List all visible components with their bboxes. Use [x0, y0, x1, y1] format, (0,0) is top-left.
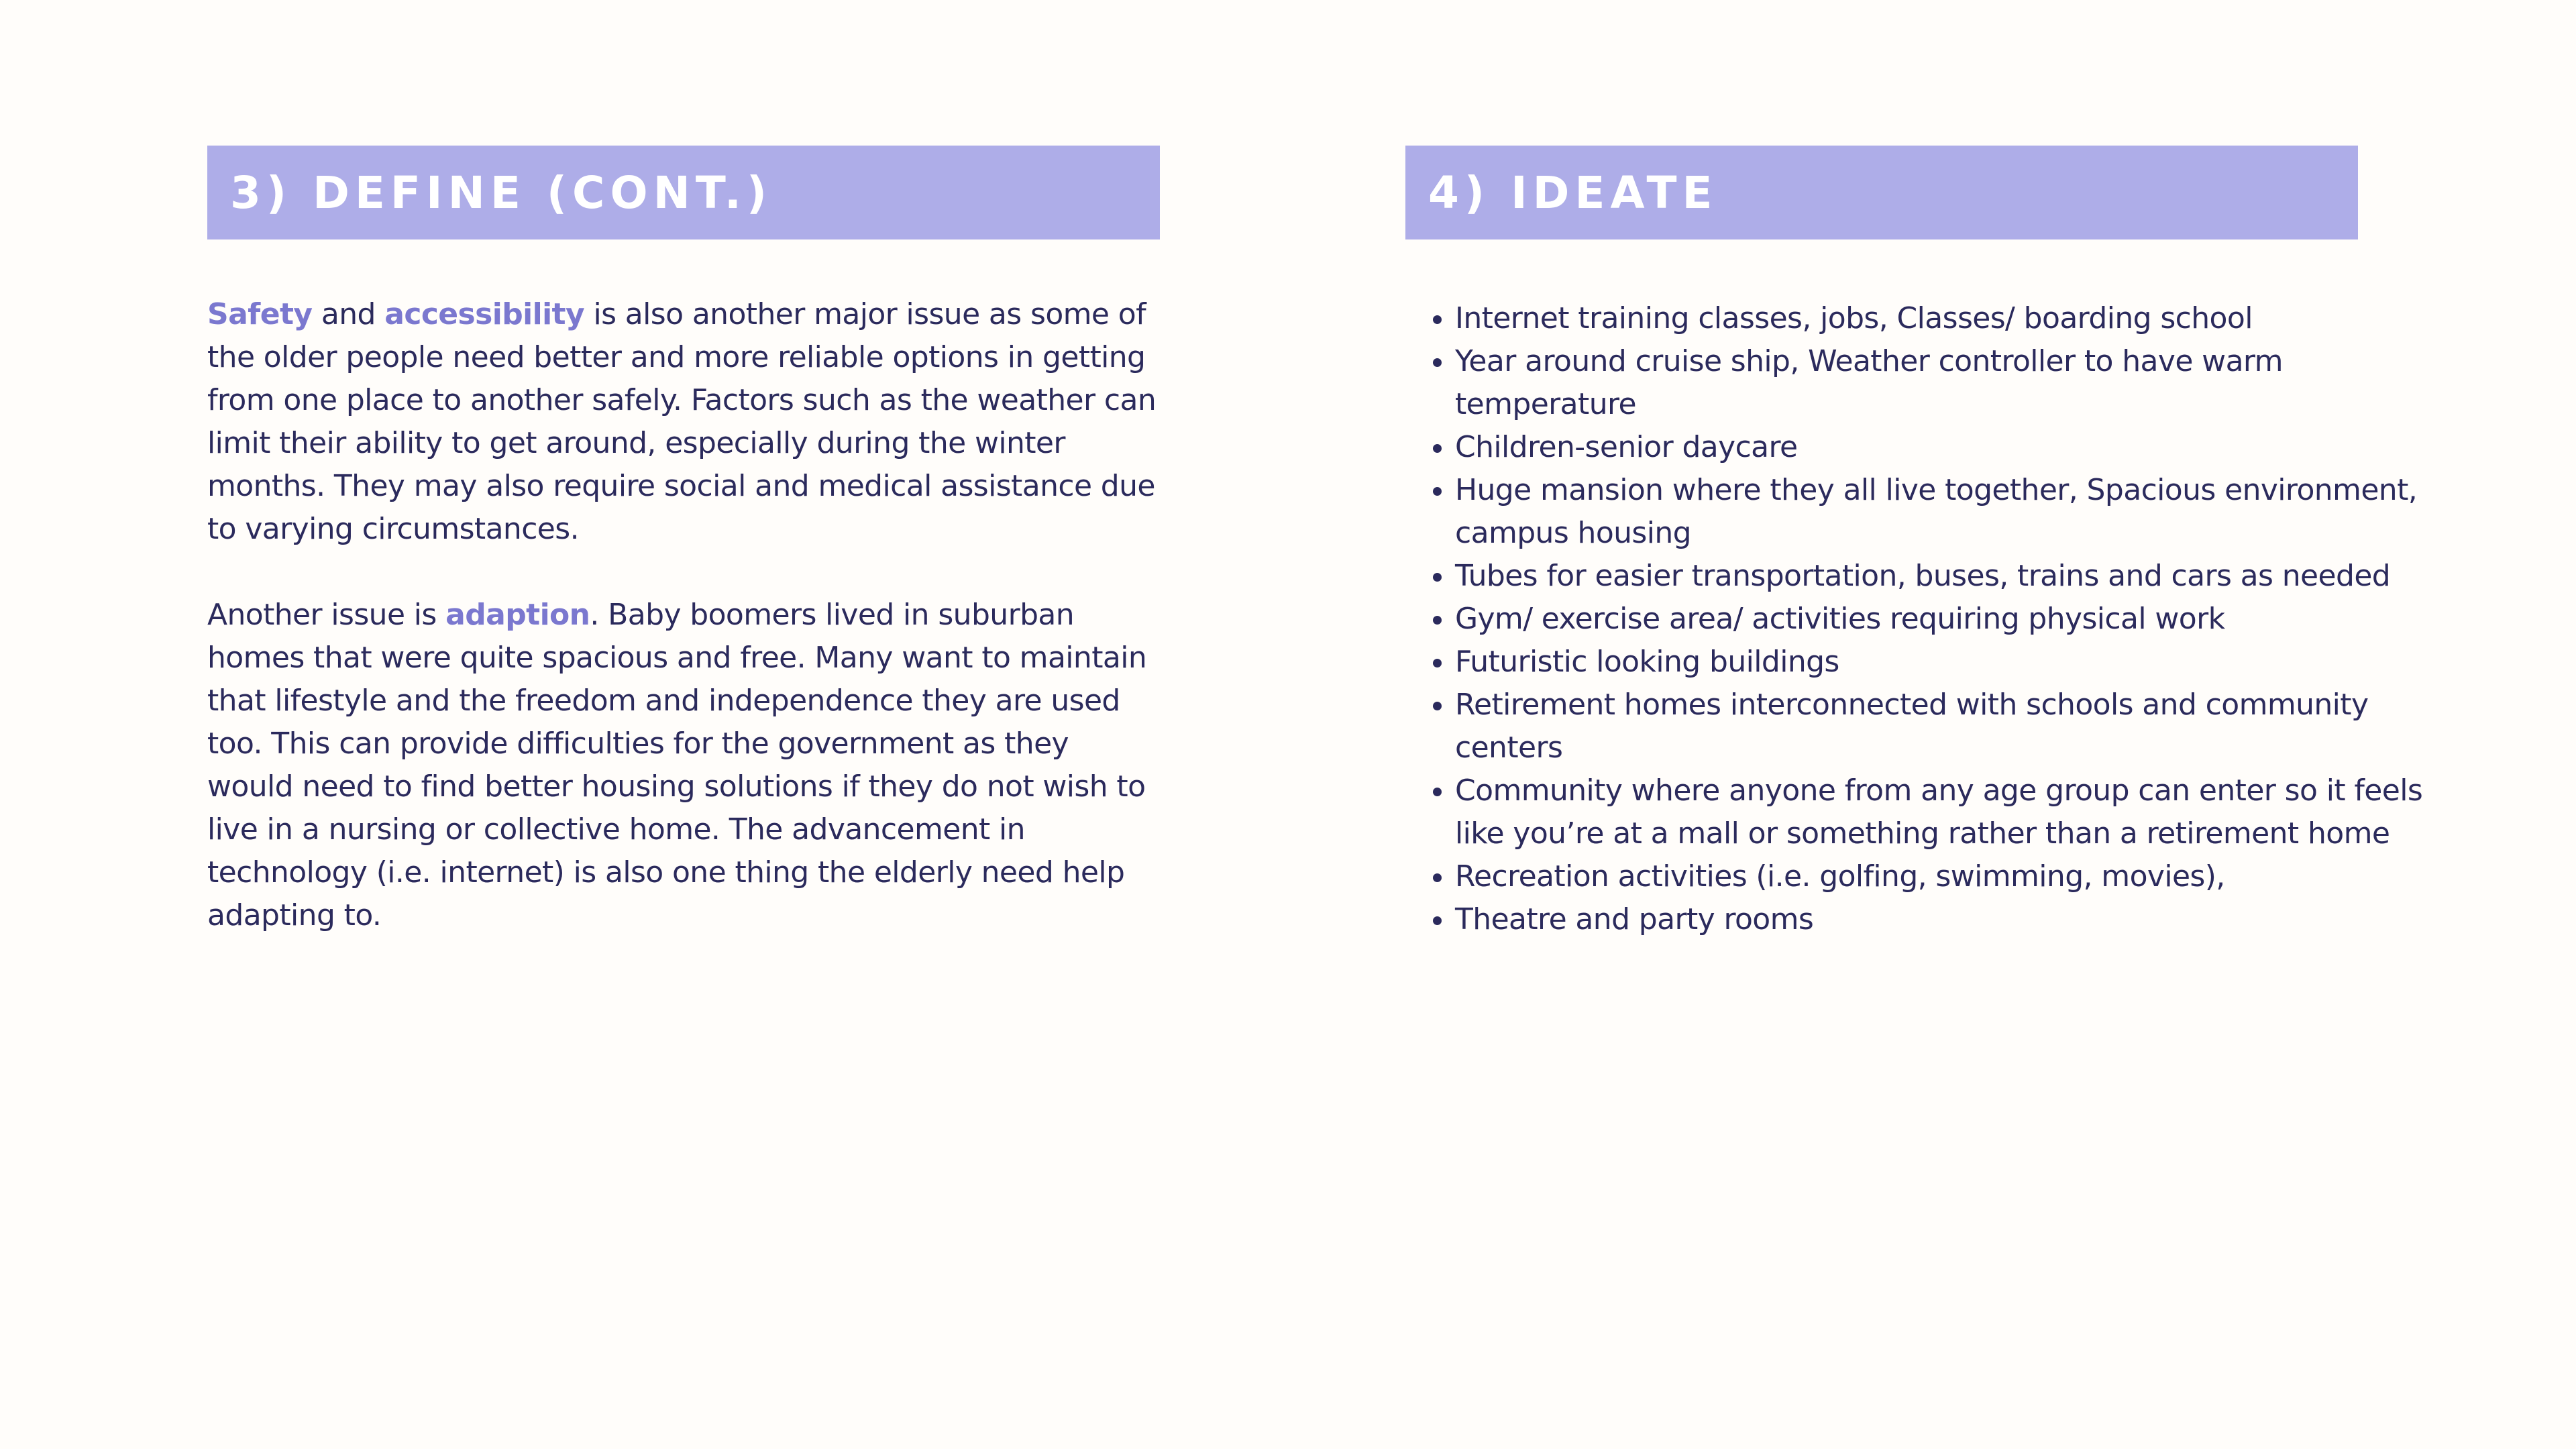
list-item: • Futuristic looking buildings [1455, 641, 2461, 684]
list-item: • Theatre and party rooms [1455, 898, 2461, 941]
list-item: • Community where anyone from any age group can enter so it feels like you’re at a mall or something rather than a retirement home [1455, 769, 2461, 855]
list-item: • Internet training classes, jobs, Classes/ boarding school [1455, 297, 2461, 340]
ideate-section [1405, 146, 2423, 941]
highlight-accessibility: accessibility [384, 297, 585, 331]
highlight-safety: Safety [207, 297, 313, 331]
define-heading: 3) DEFINE (CONT.) [230, 166, 773, 219]
list-item: • Gym/ exercise area/ activities requiring physical work [1455, 598, 2461, 641]
ideate-heading-bar [1405, 146, 2358, 239]
highlight-adaption: adaption [445, 598, 590, 632]
define-heading-bar [207, 146, 1160, 239]
safety-paragraph [207, 293, 1160, 551]
define-body [207, 293, 1160, 937]
list-item: • Children-senior daycare [1455, 426, 2461, 469]
list-item: • Year around cruise ship, Weather controller to have warm temperature [1455, 340, 2461, 426]
paragraph-text: . Baby boomers lived in suburban homes that were quite spacious and free. Many want to maintain that lifestyle and the freedom and independence they are used too. This can provide difficulties for the government as they would need to find better housing solutions if they do not wish to live in a nursing or collective home. The advancement in technology (i.e. internet) is also one thing the elderly need help adapting to. [207, 598, 1147, 932]
define-section [207, 146, 1160, 937]
list-item: • Recreation activities (i.e. golfing, swimming, movies), [1455, 855, 2461, 898]
paragraph-text: is also another major issue as some of the older people need better and more reliable options in getting from one place to another safely. Factors such as the weather can limit their ability to get around, especially during the winter months. They may also require social and medical assistance due to varying circumstances. [207, 297, 1157, 546]
paragraph-text: and [312, 297, 385, 331]
adaption-paragraph [207, 594, 1160, 937]
ideas-list [1405, 297, 2461, 941]
list-item: • Tubes for easier transportation, buses, trains and cars as needed [1455, 555, 2461, 598]
list-item: • Retirement homes interconnected with schools and community centers [1455, 684, 2461, 769]
list-item: • Huge mansion where they all live together, Spacious environment, campus housing [1455, 469, 2461, 555]
ideate-heading: 4) IDEATE [1428, 166, 1718, 219]
paragraph-text: Another issue is [207, 598, 446, 632]
